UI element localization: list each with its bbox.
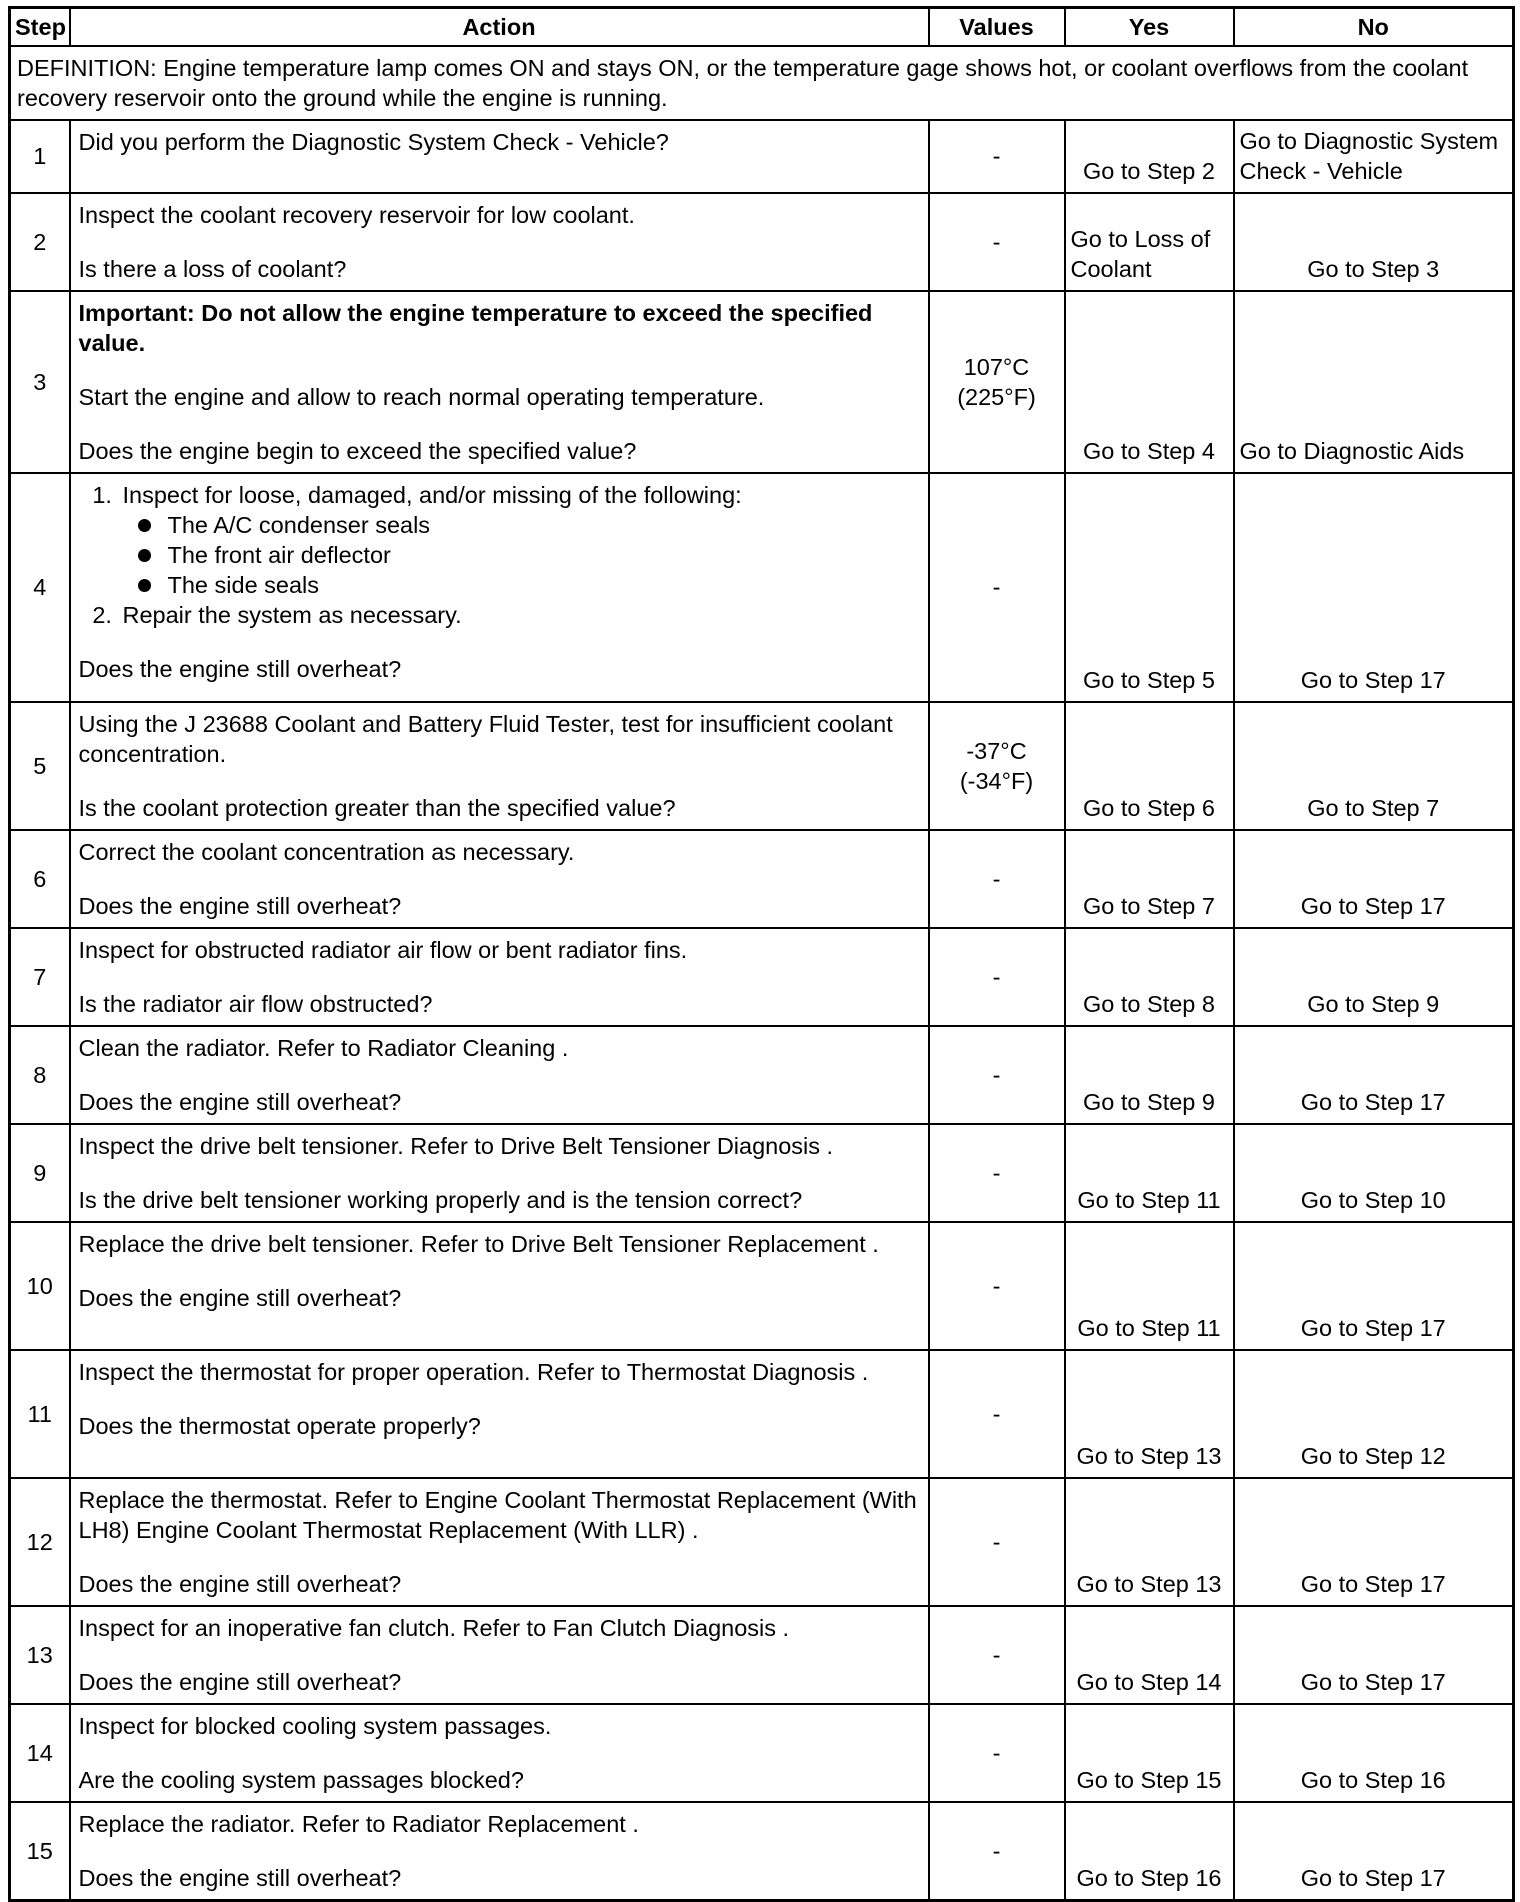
value-fahrenheit: (225°F) (957, 383, 1036, 410)
no-link[interactable]: Go to Diagnostic Aids (1234, 291, 1514, 473)
value-cell: - (929, 1026, 1065, 1124)
step-number: 6 (10, 830, 70, 928)
action-question: Does the engine still overheat? (78, 1284, 402, 1311)
action-line: Correct the coolant concentration as necessary. (78, 838, 575, 865)
bullet-item: The side seals (168, 570, 920, 600)
action-line: Using the J 23688 Coolant and Battery Fluid Tester, test for insufficient coolant concentration. (78, 710, 893, 767)
value-cell: - (929, 473, 1065, 702)
action-cell (70, 1124, 929, 1222)
action-cell (70, 1026, 929, 1124)
value-cell: - (929, 830, 1065, 928)
action-question: Does the engine still overheat? (78, 892, 402, 919)
action-question: Does the engine still overheat? (78, 655, 402, 682)
no-link[interactable]: Go to Step 17 (1234, 1802, 1514, 1901)
header-step: Step (10, 8, 70, 46)
action-cell (70, 291, 929, 473)
important-text: Do not allow the engine temperature to exceed the specified value. (78, 299, 873, 356)
yes-link[interactable]: Go to Step 11 (1065, 1124, 1234, 1222)
value-celsius: -37°C (966, 737, 1027, 764)
value-cell: - (929, 193, 1065, 291)
action-line: Inspect the thermostat for proper operation. Refer to Thermostat Diagnosis . (78, 1358, 869, 1385)
value-cell: - (929, 1478, 1065, 1606)
step-number: 13 (10, 1606, 70, 1704)
value-cell: - (929, 1606, 1065, 1704)
table-row (10, 1802, 1514, 1901)
definition-row (10, 46, 1514, 120)
yes-link[interactable]: Go to Step 8 (1065, 928, 1234, 1026)
important-label: Important: (78, 299, 195, 326)
action-line: Inspect for an inoperative fan clutch. Refer to Fan Clutch Diagnosis . (78, 1614, 790, 1641)
no-link[interactable]: Go to Diagnostic System Check - Vehicle (1234, 120, 1514, 193)
action-question: Is the coolant protection greater than the specified value? (78, 794, 676, 821)
table-row (10, 1606, 1514, 1704)
yes-link[interactable]: Go to Step 14 (1065, 1606, 1234, 1704)
action-line: Inspect for obstructed radiator air flow or bent radiator fins. (78, 936, 688, 963)
no-link[interactable]: Go to Step 9 (1234, 928, 1514, 1026)
step-number: 4 (10, 473, 70, 702)
value-cell: - (929, 1124, 1065, 1222)
action-cell (70, 1606, 929, 1704)
header-no: No (1234, 8, 1514, 46)
table-row (10, 1350, 1514, 1478)
action-line: Clean the radiator. Refer to Radiator Cleaning . (78, 1034, 569, 1061)
action-question: Does the engine begin to exceed the specified value? (78, 437, 637, 464)
action-question: Does the engine still overheat? (78, 1570, 402, 1597)
yes-link[interactable]: Go to Step 7 (1065, 830, 1234, 928)
no-link[interactable]: Go to Step 17 (1234, 1026, 1514, 1124)
no-link[interactable]: Go to Step 17 (1234, 1222, 1514, 1350)
action-line: Did you perform the Diagnostic System Check - Vehicle? (78, 128, 669, 155)
diagnostic-table (8, 6, 1515, 1902)
list-item (119, 600, 920, 630)
action-cell (70, 1704, 929, 1802)
action-cell (70, 120, 929, 193)
action-cell (70, 473, 929, 702)
table-row (10, 1704, 1514, 1802)
important-note (79, 298, 920, 358)
yes-link[interactable]: Go to Step 11 (1065, 1222, 1234, 1350)
table-row (10, 1222, 1514, 1350)
diagnostic-table-sheet (8, 6, 1512, 1902)
yes-link[interactable]: Go to Step 5 (1065, 473, 1234, 702)
value-fahrenheit: (-34°F) (959, 767, 1034, 794)
bullet-item: The A/C condenser seals (168, 510, 920, 540)
step-number: 2 (10, 193, 70, 291)
table-row (10, 291, 1514, 473)
table-row (10, 473, 1514, 702)
step-number: 7 (10, 928, 70, 1026)
action-cell (70, 702, 929, 830)
yes-link[interactable]: Go to Step 15 (1065, 1704, 1234, 1802)
yes-link[interactable]: Go to Step 2 (1065, 120, 1234, 193)
list-item-text: Repair the system as necessary. (122, 601, 462, 628)
header-values: Values (929, 8, 1065, 46)
value-cell: - (929, 928, 1065, 1026)
step-number: 11 (10, 1350, 70, 1478)
no-link[interactable]: Go to Step 17 (1234, 830, 1514, 928)
action-cell (70, 193, 929, 291)
yes-link[interactable]: Go to Step 13 (1065, 1350, 1234, 1478)
step-number: 10 (10, 1222, 70, 1350)
no-link[interactable]: Go to Step 17 (1234, 473, 1514, 702)
action-cell (70, 1350, 929, 1478)
step-number: 8 (10, 1026, 70, 1124)
action-line: Inspect the drive belt tensioner. Refer to Drive Belt Tensioner Diagnosis . (78, 1132, 834, 1159)
value-cell: - (929, 120, 1065, 193)
action-line: Inspect for blocked cooling system passages. (78, 1712, 552, 1739)
step-number: 5 (10, 702, 70, 830)
action-cell (70, 1222, 929, 1350)
action-line: Replace the thermostat. Refer to Engine Coolant Thermostat Replacement (With LH8) Engine Coolant Thermostat Replacement (With LLR) . (78, 1486, 917, 1543)
value-cell: - (929, 1350, 1065, 1478)
yes-link[interactable]: Go to Step 13 (1065, 1478, 1234, 1606)
table-row (10, 702, 1514, 830)
list-item (119, 480, 920, 600)
step-number: 9 (10, 1124, 70, 1222)
no-link[interactable]: Go to Step 10 (1234, 1124, 1514, 1222)
action-question: Is the drive belt tensioner working properly and is the tension correct? (78, 1186, 803, 1213)
definition-text: DEFINITION: Engine temperature lamp comes ON and stays ON, or the temperature gage shows hot, or coolant overflows from the coolant recovery reservoir onto the ground while the engine is running. (10, 46, 1514, 120)
step-number: 15 (10, 1802, 70, 1901)
header-yes: Yes (1065, 8, 1234, 46)
step-number: 12 (10, 1478, 70, 1606)
value-cell: - (929, 1704, 1065, 1802)
action-steps-list (79, 480, 920, 630)
value-cell: - (929, 1222, 1065, 1350)
table-row (10, 1478, 1514, 1606)
yes-link[interactable]: Go to Step 9 (1065, 1026, 1234, 1124)
no-link[interactable]: Go to Step 17 (1234, 1606, 1514, 1704)
no-link[interactable]: Go to Step 3 (1234, 193, 1514, 291)
action-question: Does the engine still overheat? (78, 1668, 402, 1695)
action-cell (70, 830, 929, 928)
action-question: Does the engine still overheat? (78, 1088, 402, 1115)
no-link[interactable]: Go to Step 17 (1234, 1478, 1514, 1606)
action-line: Start the engine and allow to reach normal operating temperature. (78, 383, 765, 410)
step-number: 14 (10, 1704, 70, 1802)
no-link[interactable]: Go to Step 16 (1234, 1704, 1514, 1802)
action-cell (70, 1478, 929, 1606)
table-row (10, 120, 1514, 193)
yes-link[interactable]: Go to Step 16 (1065, 1802, 1234, 1901)
bullet-list (123, 510, 920, 600)
value-cell: - (929, 1802, 1065, 1901)
action-question: Are the cooling system passages blocked? (78, 1766, 524, 1793)
no-link[interactable]: Go to Step 12 (1234, 1350, 1514, 1478)
value-celsius: 107°C (963, 353, 1030, 380)
action-line: Replace the drive belt tensioner. Refer to Drive Belt Tensioner Replacement . (78, 1230, 879, 1257)
yes-link[interactable]: Go to Loss of Coolant (1065, 193, 1234, 291)
action-question: Is there a loss of coolant? (78, 255, 347, 282)
table-row (10, 830, 1514, 928)
list-item-text: Inspect for loose, damaged, and/or missing of the following: (122, 481, 742, 508)
table-row (10, 193, 1514, 291)
value-cell (929, 291, 1065, 473)
step-number: 3 (10, 291, 70, 473)
header-action: Action (70, 8, 929, 46)
table-row (10, 1124, 1514, 1222)
table-row (10, 928, 1514, 1026)
action-question: Does the thermostat operate properly? (78, 1412, 481, 1439)
action-cell (70, 928, 929, 1026)
header-row (10, 8, 1514, 46)
action-line: Replace the radiator. Refer to Radiator Replacement . (78, 1810, 639, 1837)
action-line: Inspect the coolant recovery reservoir for low coolant. (78, 201, 635, 228)
table-row (10, 1026, 1514, 1124)
yes-link[interactable]: Go to Step 4 (1065, 291, 1234, 473)
no-link[interactable]: Go to Step 7 (1234, 702, 1514, 830)
action-question: Is the radiator air flow obstructed? (78, 990, 433, 1017)
value-cell (929, 702, 1065, 830)
step-number: 1 (10, 120, 70, 193)
yes-link[interactable]: Go to Step 6 (1065, 702, 1234, 830)
bullet-item: The front air deflector (168, 540, 920, 570)
action-question: Does the engine still overheat? (78, 1864, 402, 1891)
action-cell (70, 1802, 929, 1901)
